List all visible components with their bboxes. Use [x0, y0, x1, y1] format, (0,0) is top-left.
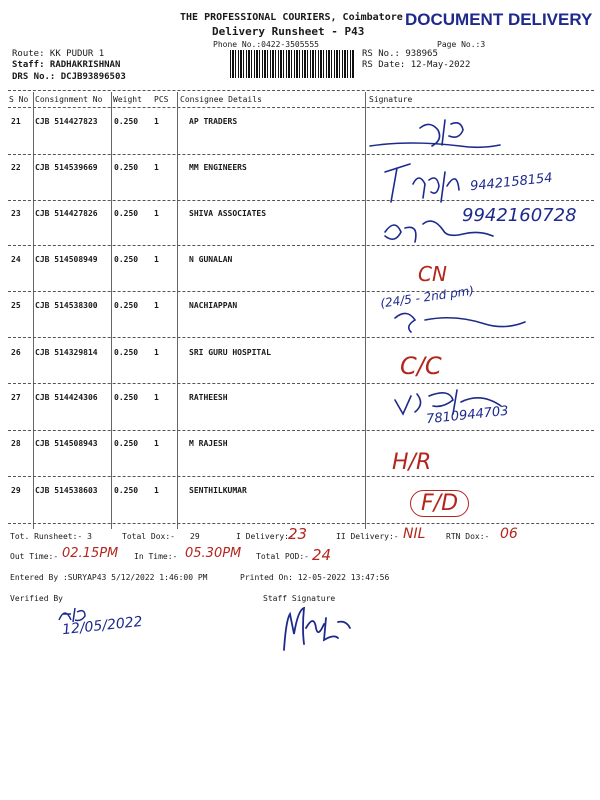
- handwritten-phone-row-27: 7810944703: [425, 403, 510, 428]
- row-sno: 23: [11, 209, 21, 218]
- row-consignee: SRI GURU HOSPITAL: [189, 348, 271, 357]
- row-sno: 22: [11, 163, 21, 172]
- row-pcs: 1: [154, 348, 159, 357]
- col-sno: S No: [9, 95, 29, 104]
- handwritten-note-row-28: H/R: [392, 450, 432, 475]
- row-weight: 0.250: [114, 301, 139, 310]
- handwritten-phone-row-22: 9442158154: [469, 170, 554, 195]
- staff-signature-label: Staff Signature: [263, 594, 336, 603]
- row-pcs: 1: [154, 117, 159, 126]
- row-consignment: CJB 514538603: [35, 486, 98, 495]
- i-delivery-value: 23: [288, 525, 308, 543]
- verified-by-label: Verified By: [10, 594, 63, 603]
- handwritten-note-row-29: F/D: [410, 490, 469, 517]
- row-consignee: MM ENGINEERS: [189, 163, 247, 172]
- row-pcs: 1: [154, 209, 159, 218]
- row-consignee: AP TRADERS: [189, 117, 238, 126]
- col-consignment: Consignment No: [35, 95, 103, 104]
- row-pcs: 1: [154, 163, 159, 172]
- company-name: THE PROFESSIONAL COURIERS, Coimbatore: [180, 12, 403, 23]
- table-top-rule: [8, 90, 594, 91]
- row-consignment: CJB 514508943: [35, 439, 98, 448]
- barcode: [230, 50, 354, 78]
- row-pcs: 1: [154, 255, 159, 264]
- route: Route: KK PUDUR 1: [12, 49, 105, 59]
- row-weight: 0.250: [114, 209, 139, 218]
- out-time-label: Out Time:-: [10, 552, 59, 561]
- row-consignment: CJB 514539669: [35, 163, 98, 172]
- row-consignment: CJB 514427823: [35, 117, 98, 126]
- page-number: Page No.:3: [437, 40, 486, 49]
- phone-number: Phone No.:0422-3505555: [213, 40, 319, 49]
- handwritten-note-row-25: (24/5 - 2nd pm): [379, 283, 475, 311]
- staff-signature: [278, 598, 358, 658]
- out-time-value: 02.15PM: [62, 546, 119, 561]
- row-weight: 0.250: [114, 163, 139, 172]
- total-pod-label: Total POD:-: [256, 552, 309, 561]
- row-sno: 26: [11, 348, 21, 357]
- ii-delivery-label: II Delivery:-: [336, 532, 399, 541]
- rs-date: RS Date: 12-May-2022: [362, 60, 471, 70]
- row-consignment: CJB 514538300: [35, 301, 98, 310]
- row-consignee: N GUNALAN: [189, 255, 233, 264]
- row-weight: 0.250: [114, 393, 139, 402]
- total-dox-value: 29: [190, 532, 200, 541]
- row-pcs: 1: [154, 301, 159, 310]
- row-consignee: M RAJESH: [189, 439, 228, 448]
- document-delivery-banner: DOCUMENT DELIVERY: [405, 10, 593, 29]
- verified-date: 12/05/2022: [61, 613, 144, 639]
- row-consignee: RATHEESH: [189, 393, 228, 402]
- row-consignee: SENTHILKUMAR: [189, 486, 247, 495]
- entered-by: Entered By :SURYAP43 5/12/2022 1:46:00 PM: [10, 573, 208, 582]
- row-sno: 25: [11, 301, 21, 310]
- row-consignment: CJB 514427826: [35, 209, 98, 218]
- ii-delivery-value: NIL: [403, 526, 426, 542]
- table-header-rule: [8, 107, 594, 108]
- row-weight: 0.250: [114, 486, 139, 495]
- row-sno: 29: [11, 486, 21, 495]
- staff: Staff: RADHAKRISHNAN: [12, 60, 121, 70]
- row-pcs: 1: [154, 439, 159, 448]
- row-weight: 0.250: [114, 439, 139, 448]
- col-consignee: Consignee Details: [180, 95, 262, 104]
- row-sno: 28: [11, 439, 21, 448]
- row-consignment: CJB 514424306: [35, 393, 98, 402]
- column-divider: [111, 92, 112, 529]
- column-divider: [177, 92, 178, 529]
- row-weight: 0.250: [114, 348, 139, 357]
- handwritten-phone-row-23: 9942160728: [462, 205, 577, 226]
- in-time-label: In Time:-: [134, 552, 178, 561]
- row-consignee: NACHIAPPAN: [189, 301, 238, 310]
- row-weight: 0.250: [114, 117, 139, 126]
- handwritten-note-row-24: CN: [418, 262, 447, 286]
- col-pcs: PCS: [154, 95, 169, 104]
- row-sno: 21: [11, 117, 21, 126]
- row-pcs: 1: [154, 393, 159, 402]
- total-dox-label: Total Dox:-: [122, 532, 175, 541]
- column-divider: [33, 92, 34, 529]
- printed-on: Printed On: 12-05-2022 13:47:56: [240, 573, 390, 582]
- i-delivery-label: I Delivery:-: [236, 532, 294, 541]
- row-sno: 24: [11, 255, 21, 264]
- rtn-dox-label: RTN Dox:-: [446, 532, 490, 541]
- runsheet-title: Delivery Runsheet - P43: [212, 25, 365, 38]
- drs-number: DRS No.: DCJB93896503: [12, 72, 126, 82]
- row-weight: 0.250: [114, 255, 139, 264]
- row-consignee: SHIVA ASSOCIATES: [189, 209, 267, 218]
- row-consignment: CJB 514508949: [35, 255, 98, 264]
- total-runsheet: Tot. Runsheet:- 3: [10, 532, 92, 541]
- row-consignment: CJB 514329814: [35, 348, 98, 357]
- in-time-value: 05.30PM: [185, 546, 242, 561]
- row-pcs: 1: [154, 486, 159, 495]
- handwritten-note-row-26: C/C: [400, 352, 442, 380]
- rs-number: RS No.: 938965: [362, 49, 438, 59]
- col-weight: Weight: [113, 95, 142, 104]
- rtn-dox-value: 06: [500, 526, 518, 542]
- row-sno: 27: [11, 393, 21, 402]
- total-pod-value: 24: [312, 546, 332, 564]
- col-signature: Signature: [369, 95, 413, 104]
